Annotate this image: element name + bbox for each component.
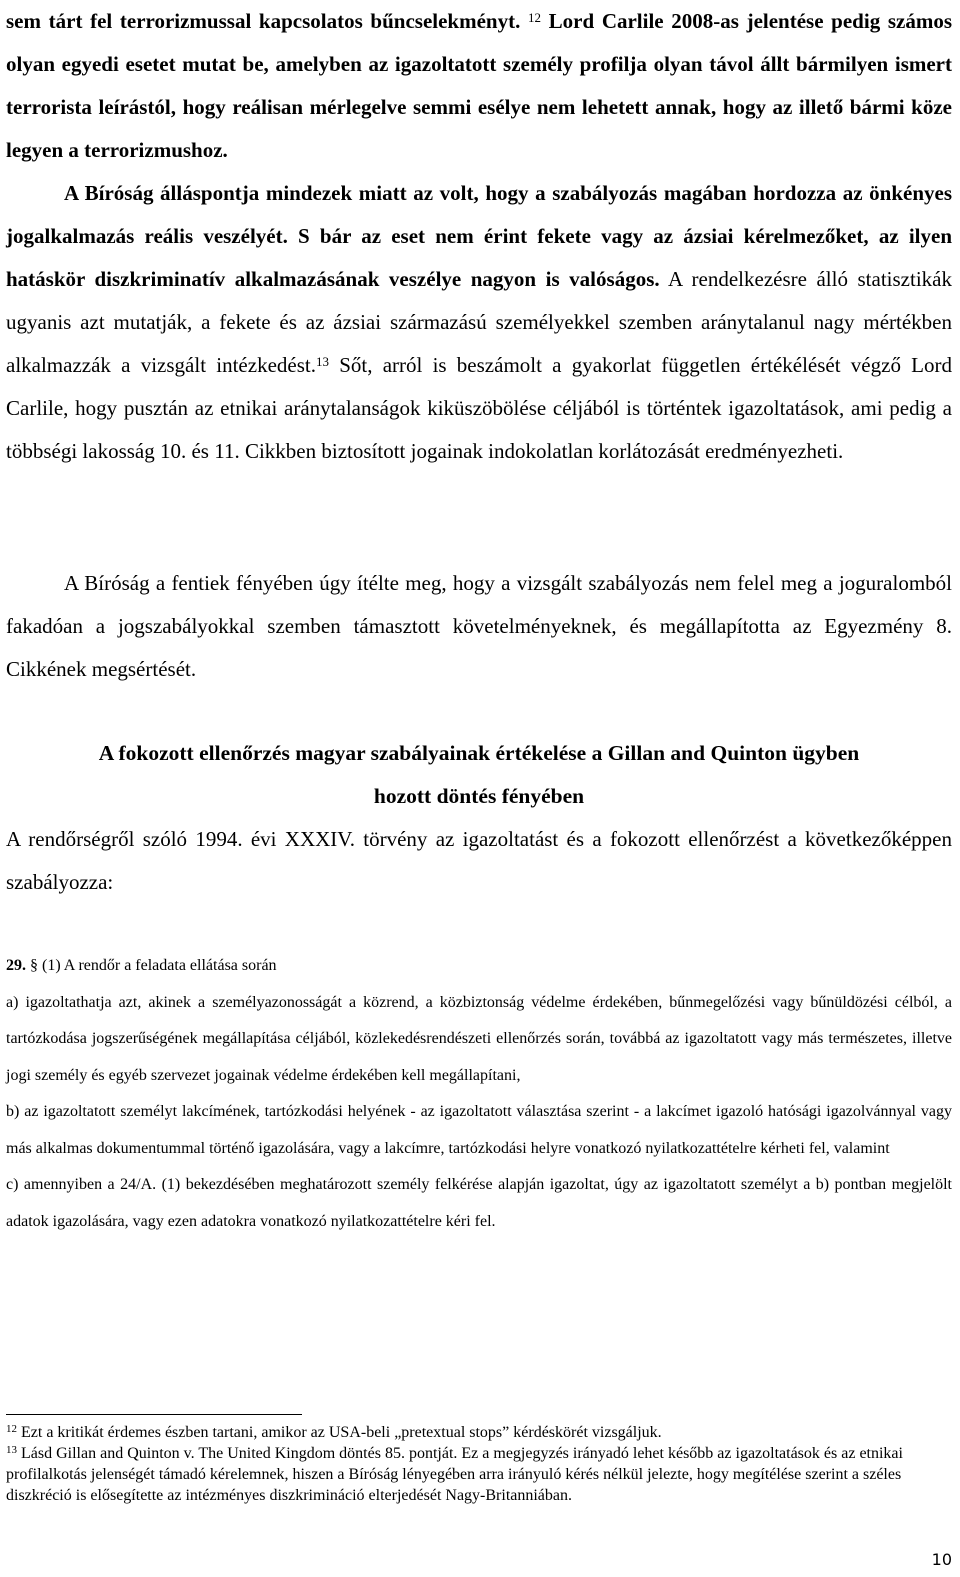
law-section-number: 29. (6, 957, 26, 974)
text-bold-court-position: A Bíróság álláspontja mindezek miatt az volt, hogy a szabályozás magában hordozza az önkényes jogalkalmazás reális veszélyét. S bár az eset nem érint fekete vagy az ázsiai kérelmezőket, az ilyen hatáskör diszkriminatív alkalmazásának veszélye nagyon is valóságos. (6, 181, 952, 291)
text-bold-carlile: Lord Carlile 2008-as jelentése pedig számos olyan egyedi esetet mutat be, amelyben az igazoltatott személy profilja olyan távol állt bármilyen ismert terrorista leírástól, hogy reálisan mérlegelve semmi esélye nem lehetett annak, hogy az illető bármi köze legyen a terrorizmushoz. (6, 9, 953, 162)
section-heading-line2: hozott döntés fényében (373, 784, 585, 808)
footnote-text-13: Lásd Gillan and Quinton v. The United Kingdom döntés 85. pontját. Ez a megjegyzés irányadó lehet később az igazoltatások és az etnikai profilalkotás jelenségét támadó kérelemnek, hiszen a Bíróság lényegében arra irányuló kérés nélkül jelezte, hogy megítélése szerint a széles diszkréció is elősegítette az intézményes diszkrimináció elterjedését Nagy-Britanniában. (6, 1445, 903, 1504)
page-number: 10 (931, 1550, 952, 1569)
footnote-divider (6, 1414, 302, 1415)
law-section-lead (6, 948, 952, 985)
footnote-ref-13: 13 (315, 354, 329, 369)
paragraph-court-conclusion: A Bíróság a fentiek fényében úgy ítélte meg, hogy a vizsgált szabályozás nem felel meg a joguralomból fakadóan a jogszabályokkal szemben támasztott követelményeknek, és megállapította az Egyezmény 8. Cikkének megsértését. (6, 571, 952, 681)
text-bold-intro: sem tárt fel terrorizmussal kapcsolatos bűncselekményt. (6, 9, 521, 33)
footnote-text-12: Ezt a kritikát érdemes észben tartani, amikor az USA-beli „pretextual stops” kérdéskörét vizsgáljuk. (21, 1424, 662, 1441)
text-carlile-review: Sőt, arról is beszámolt a gyakorlat független értékélését végző Lord Carlile, hogy pusztán az etnikai aránytalanságok kiküszöbölése céljából is történtek igazoltatások, ami pedig a többségi lakosság 10. és 11. Cikkben biztosított jogainak indokolatlan korlátozását eredményezheti. (6, 353, 952, 463)
footnote-number-12: 12 (6, 1423, 17, 1435)
footnote-13 (6, 1443, 952, 1506)
law-item-c: c) amennyiben a 24/A. (1) bekezdésében meghatározott személy felkérése alapján igazoltat, úgy az igazoltatott személyt a b) pontban megjelölt adatok igazolására, vagy ezen adatokra vonatkozó nyilatkozattételre kéri fel. (6, 1176, 952, 1230)
footnote-12 (6, 1422, 952, 1443)
footnote-number-13: 13 (6, 1444, 17, 1456)
section-sign: § (30, 957, 38, 974)
law-item-b: b) az igazoltatott személyt lakcímének, tartózkodási helyének - az igazoltatott választása szerint - a lakcímet igazoló hatósági igazolvánnyal vagy más alkalmas dokumentummal történő igazolására, vagy a lakcímre, tartózkodási helyre vonatkozó nyilatkozattételre kérheti fel, valamint (6, 1103, 952, 1157)
law-quote (6, 948, 952, 1240)
law-section-lead-text: (1) A rendőr a feladata ellátása során (38, 957, 277, 974)
footnote-ref-12: 12 (528, 10, 542, 25)
paragraph-law-intro: A rendőrségről szóló 1994. évi XXXIV. törvény az igazoltatást és a fokozott ellenőrzést a következőképpen szabályozza: (6, 827, 952, 894)
section-heading (6, 732, 952, 818)
footnotes (6, 1422, 952, 1506)
section-heading-line1: A fokozott ellenőrzés magyar szabályainak értékelése a Gillan and Quinton ügyben (98, 741, 860, 765)
paragraph-court-reasoning (6, 0, 952, 473)
law-item-a: a) igazoltathatja azt, akinek a személyazonosságát a közrend, a közbiztonság védelme érdekében, bűnmegelőzési vagy bűnüldözési célból, a tartózkodása jogszerűségének megállapítása céljából, közlekedésrendészeti ellenőrzés során, továbbá az igazoltatott vagy más természetes, illetve jogi személy és egyéb szervezet jogainak védelme érdekében kell megállapítani, (6, 993, 952, 1084)
text-statistics: A rendelkezésre álló statisztikák ugyanis azt mutatják, a fekete és az ázsiai származású személyekkel szemben aránytalanul nagy mértékben alkalmazzák a vizsgált intézkedést. (6, 267, 952, 377)
